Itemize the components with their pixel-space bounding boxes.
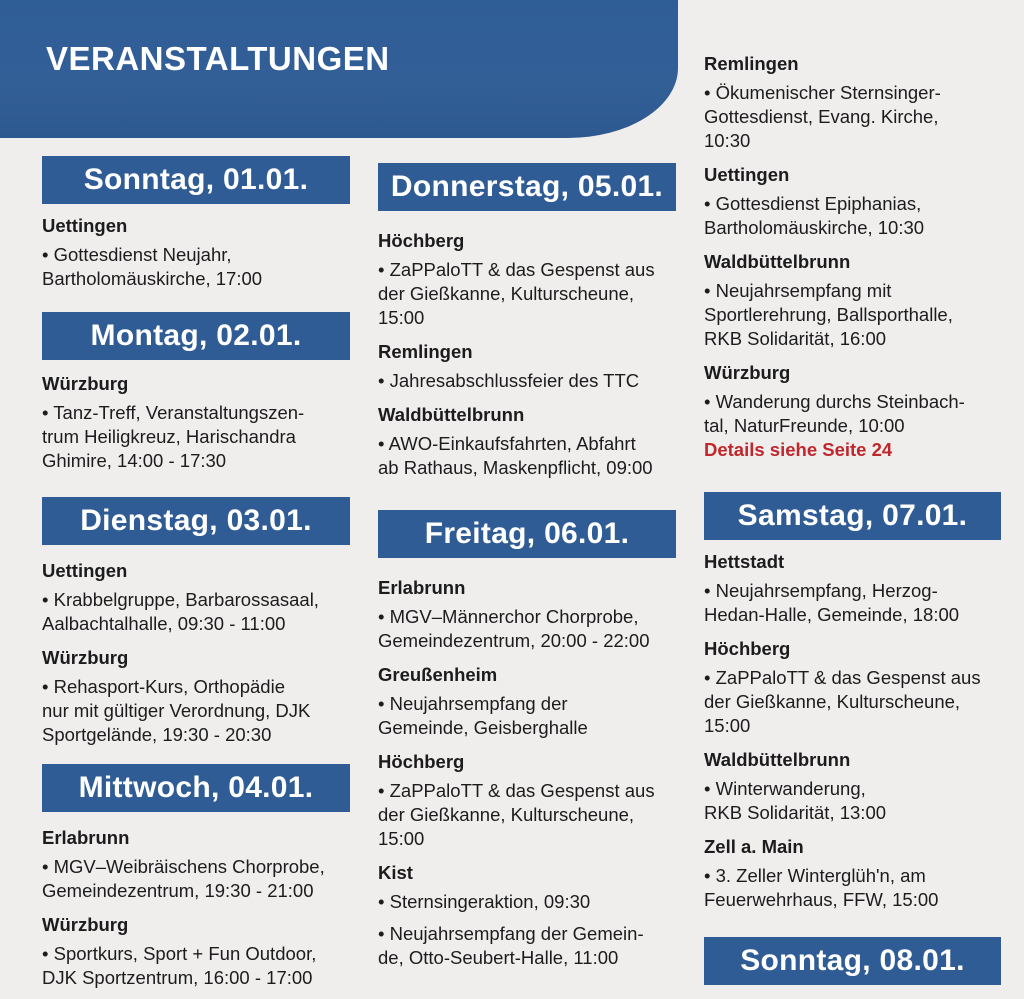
event-item [42, 855, 352, 903]
event-line: Gemeindezentrum, 20:00 - 22:00 [378, 630, 650, 651]
day-header: Sonntag, 01.01. [42, 156, 350, 204]
event-line: • Tanz-Treff, Veranstaltungszen- [42, 402, 305, 423]
event-line: • Rehasport-Kurs, Orthopädie [42, 676, 285, 697]
place-name: Waldbüttelbrunn [704, 251, 851, 272]
event-line: DJK Sportzentrum, 16:00 - 17:00 [42, 967, 313, 988]
event-line: nur mit gültiger Verordnung, DJK [42, 700, 311, 721]
place-name: Würzburg [42, 373, 129, 394]
event-item [378, 432, 683, 480]
event-item [704, 777, 1004, 825]
event-line: de, Otto-Seubert-Halle, 11:00 [378, 947, 619, 968]
event-item [42, 675, 352, 747]
place-name: Würzburg [42, 647, 129, 668]
event-line: Gottesdienst, Evang. Kirche, [704, 106, 939, 127]
place-name: Waldbüttelbrunn [378, 404, 525, 425]
event-item [42, 243, 352, 291]
event-line: • 3. Zeller Winterglüh'n, am [704, 865, 926, 886]
place-name: Hettstadt [704, 551, 785, 572]
event-line: • Neujahrsempfang der Gemein- [378, 923, 644, 944]
day-header: Freitag, 06.01. [378, 510, 676, 558]
place-name: Remlingen [378, 341, 473, 362]
place-name: Uettingen [42, 215, 128, 236]
event-line: Ghimire, 14:00 - 17:30 [42, 450, 227, 471]
event-item [704, 279, 1004, 351]
event-line: Feuerwehrhaus, FFW, 15:00 [704, 889, 939, 910]
place-name: Waldbüttelbrunn [704, 749, 851, 770]
event-item [704, 579, 1004, 627]
event-item [378, 890, 683, 914]
event-line: Sportgelände, 19:30 - 20:30 [42, 724, 272, 745]
event-item [704, 864, 1004, 912]
place-name: Uettingen [42, 560, 128, 581]
event-line: tal, NaturFreunde, 10:00 [704, 415, 905, 436]
event-line: • Ökumenischer Sternsinger- [704, 82, 941, 103]
event-item [378, 605, 683, 653]
event-item [378, 922, 683, 970]
event-line: • Neujahrsempfang mit [704, 280, 892, 301]
place-name: Erlabrunn [378, 577, 466, 598]
event-line: • ZaPPaloTT & das Gespenst aus [378, 259, 655, 280]
event-line: • AWO-Einkaufsfahrten, Abfahrt [378, 433, 636, 454]
event-line: • Sportkurs, Sport + Fun Outdoor, [42, 943, 317, 964]
event-line: • ZaPPaloTT & das Gespenst aus [704, 667, 981, 688]
place-name: Remlingen [704, 53, 799, 74]
event-line: trum Heiligkreuz, Harischandra [42, 426, 296, 447]
event-line: Sportlerehrung, Ballsporthalle, [704, 304, 953, 325]
event-line: • Gottesdienst Epiphanias, [704, 193, 922, 214]
event-line: • Wanderung durchs Steinbach- [704, 391, 965, 412]
header-banner [0, 0, 678, 138]
day-header: Sonntag, 08.01. [704, 937, 1001, 985]
event-item [378, 779, 683, 851]
place-name: Zell a. Main [704, 836, 804, 857]
event-line: RKB Solidarität, 16:00 [704, 328, 887, 349]
place-name: Würzburg [42, 914, 129, 935]
day-header: Montag, 02.01. [42, 312, 350, 360]
event-line: • Jahresabschlussfeier des TTC [378, 370, 640, 391]
event-item [378, 692, 683, 740]
day-events [378, 219, 683, 480]
event-line: der Gießkanne, Kulturscheune, [378, 283, 635, 304]
event-line: • Neujahrsempfang der [378, 693, 568, 714]
event-line: • Sternsingeraktion, 09:30 [378, 891, 591, 912]
place-name: Kist [378, 862, 413, 883]
event-line: 15:00 [378, 828, 425, 849]
event-item [42, 588, 352, 636]
day-events [704, 42, 1004, 462]
day-header: Donnerstag, 05.01. [378, 163, 676, 211]
place-name: Würzburg [704, 362, 791, 383]
event-item [42, 401, 352, 473]
event-line: Bartholomäuskirche, 10:30 [704, 217, 925, 238]
event-line: • Neujahrsempfang, Herzog- [704, 580, 938, 601]
event-line: 15:00 [378, 307, 425, 328]
event-line: • Winterwanderung, [704, 778, 866, 799]
event-item [704, 666, 1004, 738]
page-title: VERANSTALTUNGEN [46, 40, 390, 77]
event-line: • ZaPPaloTT & das Gespenst aus [378, 780, 655, 801]
event-line: Gemeindezentrum, 19:30 - 21:00 [42, 880, 314, 901]
day-events [42, 362, 352, 473]
event-line: Bartholomäuskirche, 17:00 [42, 268, 263, 289]
event-item [704, 390, 1004, 438]
day-events [704, 540, 1004, 912]
day-header: Samstag, 07.01. [704, 492, 1001, 540]
place-name: Höchberg [378, 230, 465, 251]
event-item [378, 258, 683, 330]
event-line: der Gießkanne, Kulturscheune, [378, 804, 635, 825]
place-name: Höchberg [704, 638, 791, 659]
event-item [704, 192, 1004, 240]
event-line: RKB Solidarität, 13:00 [704, 802, 887, 823]
event-line: • Krabbelgruppe, Barbarossasaal, [42, 589, 319, 610]
event-item [42, 942, 352, 990]
place-name: Greußenheim [378, 664, 498, 685]
event-line: Gemeinde, Geisberghalle [378, 717, 588, 738]
day-events [42, 816, 352, 990]
day-header: Mittwoch, 04.01. [42, 764, 350, 812]
event-item [378, 369, 683, 393]
event-line: • Gottesdienst Neujahr, [42, 244, 232, 265]
event-line: • MGV–Männerchor Chorprobe, [378, 606, 639, 627]
event-line: Hedan-Halle, Gemeinde, 18:00 [704, 604, 960, 625]
event-line: der Gießkanne, Kulturscheune, [704, 691, 961, 712]
event-line: Aalbachtalhalle, 09:30 - 11:00 [42, 613, 286, 634]
day-events [42, 204, 352, 291]
event-item [704, 81, 1004, 153]
place-name: Höchberg [378, 751, 465, 772]
event-line: 15:00 [704, 715, 751, 736]
day-header: Dienstag, 03.01. [42, 497, 350, 545]
place-name: Erlabrunn [42, 827, 130, 848]
event-line: • MGV–Weibräischens Chorprobe, [42, 856, 325, 877]
day-events [42, 549, 352, 747]
place-name: Uettingen [704, 164, 790, 185]
event-line: 10:30 [704, 130, 751, 151]
details-link[interactable]: Details siehe Seite 24 [704, 439, 893, 460]
event-line: ab Rathaus, Maskenpflicht, 09:00 [378, 457, 653, 478]
day-events [378, 566, 683, 970]
